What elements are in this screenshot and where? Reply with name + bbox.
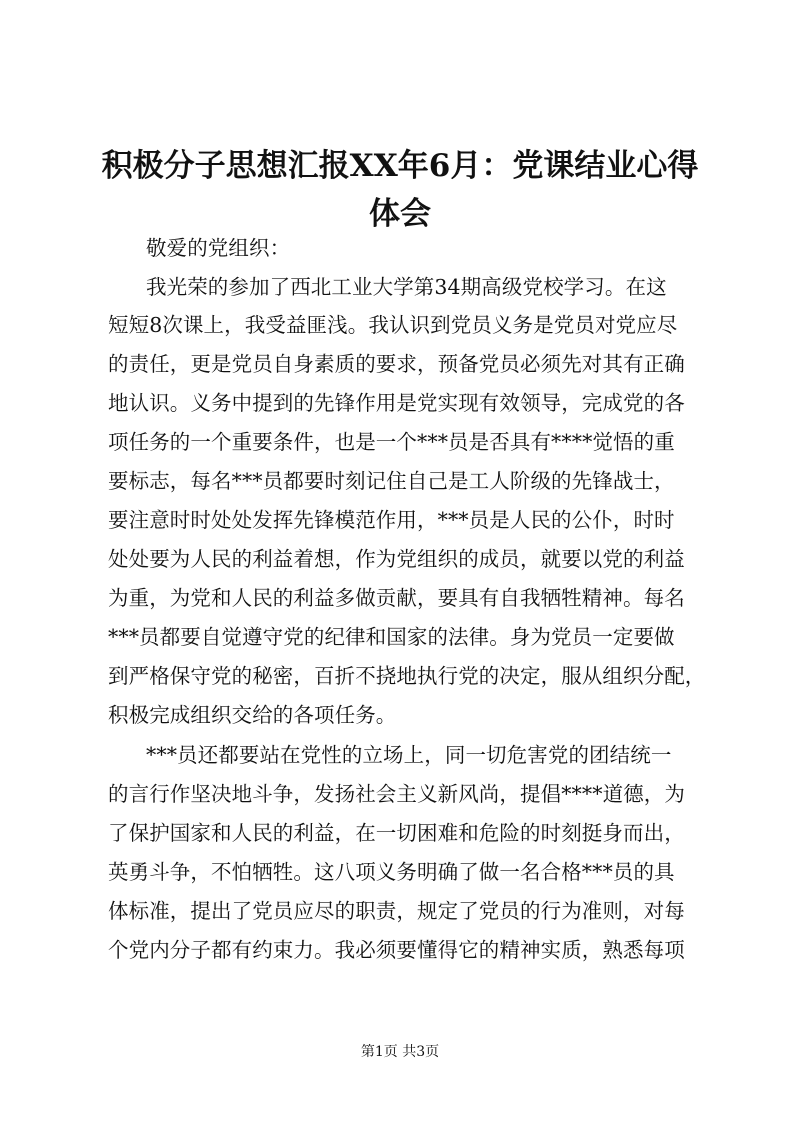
paragraph-1-line-5: 项任务的一个重要条件，也是一个***员是否具有****觉悟的重: [108, 430, 675, 454]
paragraph-1-line-7: 要注意时时处处发挥先锋模范作用，***员是人民的公仆，时时: [108, 508, 675, 532]
paragraph-2-line-5: 体标准，提出了党员应尽的职责，规定了党员的行为准则，对每: [108, 899, 685, 923]
paragraph-1-line-10: ***员都要自觉遵守党的纪律和国家的法律。身为党员一定要做: [108, 625, 675, 649]
paragraph-1-line-12: 积极完成组织交给的各项任务。: [108, 703, 397, 727]
title-line-1: 积极分子思想汇报XX年6月：党课结业心得: [101, 148, 699, 184]
paragraph-1-line-1: 我光荣的参加了西北工业大学第34期高级党校学习。在这: [146, 275, 667, 299]
paragraph-2-line-1: ***员还都要站在党性的立场上，同一切危害党的团结统一: [146, 743, 672, 767]
paragraph-2-line-6: 个党内分子都有约束力。我必须要懂得它的精神实质，熟悉每项: [108, 938, 685, 962]
paragraph-2-line-3: 了保护国家和人民的利益，在一切困难和危险的时刻挺身而出，: [108, 821, 685, 845]
paragraph-1-line-4: 地认识。义务中提到的先锋作用是党实现有效领导，完成党的各: [108, 391, 685, 415]
paragraph-1-line-6: 要标志，每名***员都要时刻记住自己是工人阶级的先锋战士，: [108, 469, 675, 493]
paragraph-2-line-4: 英勇斗争，不怕牺牲。这八项义务明确了做一名合格***员的具: [108, 860, 675, 884]
paragraph-1-line-11: 到严格保守党的秘密，百折不挠地执行党的决定，服从组织分配，: [108, 664, 706, 688]
page-number-footer: 第1页 共3页: [360, 1044, 440, 1060]
paragraph-1-line-2: 短短8次课上，我受益匪浅。我认识到党员义务是党员对党应尽: [108, 313, 678, 337]
paragraph-1-line-9: 为重，为党和人民的利益多做贡献，要具有自我牺牲精神。每名: [108, 586, 685, 610]
paragraph-1-line-3: 的责任，更是党员自身素质的要求，预备党员必须先对其有正确: [108, 352, 685, 376]
document-title: [95, 142, 705, 238]
salutation: 敬爱的党组织：: [146, 236, 291, 260]
paragraph-1-line-8: 处处要为人民的利益着想，作为党组织的成员，就要以党的利益: [108, 547, 685, 571]
paragraph-2-line-2: 的言行作坚决地斗争，发扬社会主义新风尚，提倡****道德，为: [108, 782, 685, 806]
title-line-2: 体会: [369, 196, 431, 232]
